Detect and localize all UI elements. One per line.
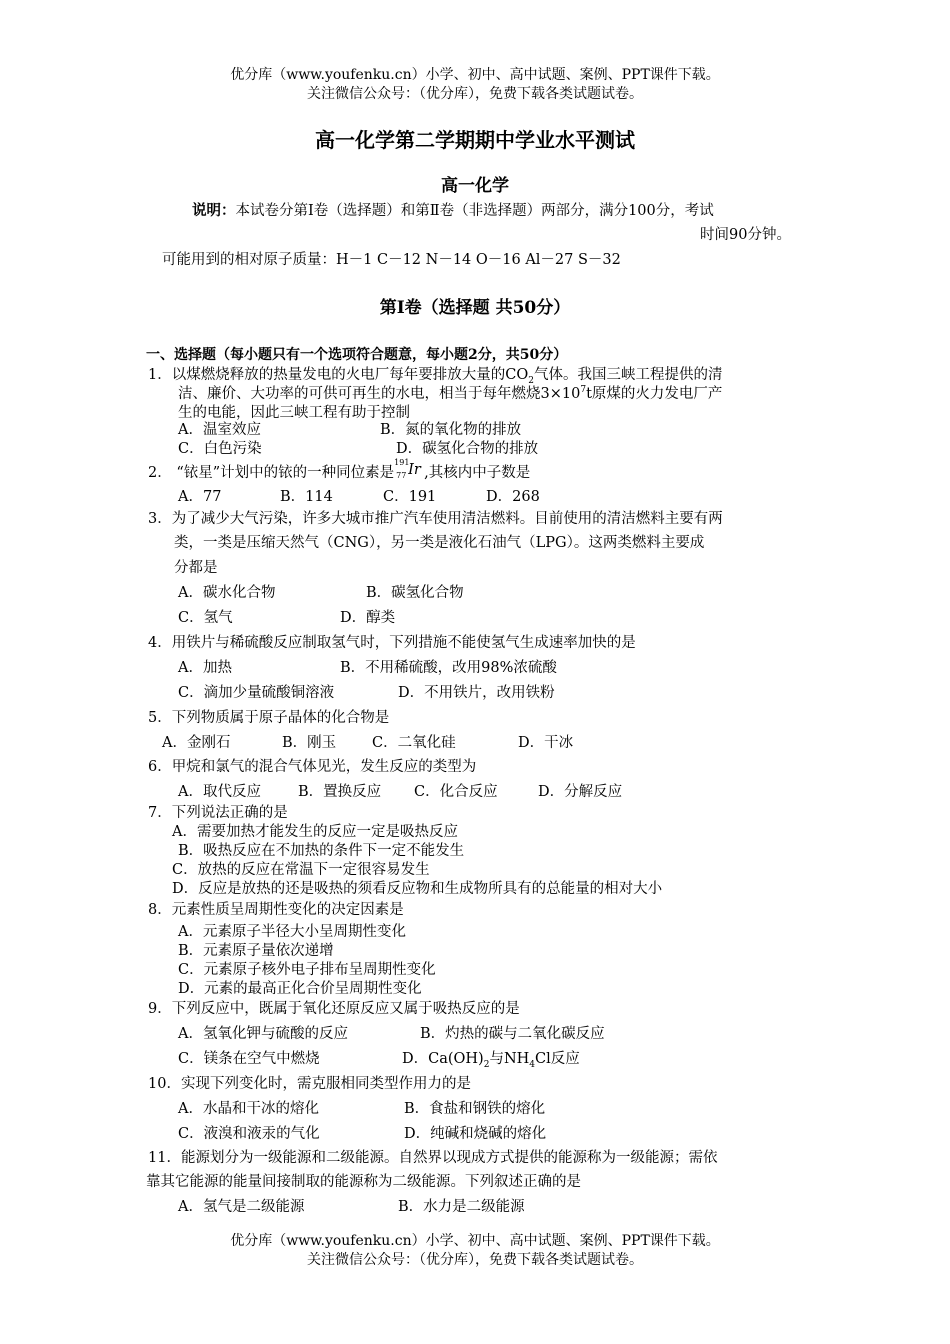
q8-option-d: D．元素的最高正化合价呈周期性变化: [178, 981, 422, 997]
q7-option-a: A．需要加热才能发生的反应一定是吸热反应: [172, 824, 458, 840]
q3-option-a: A．碳水化合物: [178, 585, 276, 601]
q5-option-d: D．干冰: [518, 735, 574, 751]
q2-option-c: C．191: [383, 489, 437, 505]
q3-option-d: D．醇类: [340, 610, 396, 626]
q5-option-c: C．二氧化硅: [372, 735, 456, 751]
page-footer-line1: 优分库（www.youfenku.cn）小学、初中、高中试题、案例、PPT课件下载。: [230, 1233, 720, 1249]
q7-option-d: D．反应是放热的还是吸热的须看反应物和生成物所具有的总能量的相对大小: [172, 881, 663, 897]
q6-option-c: C．化合反应: [414, 784, 498, 800]
q3-line-1: 3．为了减少大气污染，许多大城市推广汽车使用清洁燃料。目前使用的清洁燃料主要有两: [148, 511, 723, 527]
q4-stem: 4．用铁片与稀硫酸反应制取氢气时，下列措施不能使氢气生成速率加快的是: [148, 635, 636, 651]
q11-line-2: 靠其它能源的能量间接制取的能源称为二级能源。下列叙述正确的是: [146, 1174, 581, 1190]
q1-line-2: 洁、廉价、大功率的可供可再生的水电，相当于每年燃烧$3\times 10^7t$原煤的火力发电厂产: [178, 385, 723, 402]
q6-option-d: D．分解反应: [538, 784, 623, 800]
q11-option-a: A．氢气是二级能源: [178, 1199, 305, 1215]
q10-stem: 10．实现下列变化时，需克服相同类型作用力的是: [148, 1076, 471, 1092]
exam-note: [192, 199, 714, 220]
q9-option-c: C．镁条在空气中燃烧: [178, 1051, 320, 1067]
q1-option-b: B．氮的氧化物的排放: [380, 422, 522, 438]
q9-option-b: B．灼热的碳与二氧化碳反应: [420, 1026, 605, 1042]
q5-stem: 5．下列物质属于原子晶体的化合物是: [148, 710, 390, 726]
isotope-notation: 191 77 Ir: [394, 458, 421, 480]
q8-option-b: B．元素原子量依次递增: [178, 943, 334, 959]
q8-option-c: C．元素原子核外电子排布呈周期性变化: [178, 962, 436, 978]
q2-option-a: A．77: [178, 489, 222, 505]
q10-option-a: A．水晶和干冰的熔化: [178, 1101, 319, 1117]
q3-option-b: B．碳氢化合物: [366, 585, 464, 601]
q5-option-b: B．刚玉: [282, 735, 337, 751]
note-label: 说明：: [192, 202, 236, 219]
q6-option-b: B．置换反应: [298, 784, 382, 800]
q7-stem: 7．下列说法正确的是: [148, 805, 288, 821]
q10-option-b: B．食盐和钢铁的熔化: [404, 1101, 546, 1117]
page-title: 高一化学第二学期期中学业水平测试: [315, 128, 635, 152]
q1-option-c: C．白色污染: [178, 441, 262, 457]
q4-option-c: C．滴加少量硫酸铜溶液: [178, 685, 335, 701]
q4-option-d: D．不用铁片，改用铁粉: [398, 685, 555, 701]
q2-option-b: B．114: [280, 489, 333, 505]
q1-option-d: D．碳氢化合物的排放: [396, 441, 539, 457]
q3-line-2: 类，一类是压缩天然气（CNG），另一类是液化石油气（LPG）。这两类燃料主要成: [174, 535, 705, 551]
q4-option-b: B．不用稀硫酸，改用98%浓硫酸: [340, 660, 557, 676]
page-header-line2: 关注微信公众号：（优分库），免费下载各类试题试卷。: [307, 86, 643, 102]
q10-option-d: D．纯碱和烧碱的熔化: [404, 1126, 547, 1142]
atomic-masses: 可能用到的相对原子质量：H－1 C－12 N－14 O－16 Al－27 S－32: [162, 252, 621, 268]
q9-stem: 9．下列反应中，既属于氧化还原反应又属于吸热反应的是: [148, 1001, 520, 1017]
q8-stem: 8．元素性质呈周期性变化的决定因素是: [148, 902, 404, 918]
q7-option-c: C．放热的反应在常温下一定很容易发生: [172, 862, 430, 878]
q4-option-a: A．加热: [178, 660, 232, 676]
q8-option-a: A．元素原子半径大小呈周期性变化: [178, 924, 406, 940]
page-header-line1: 优分库（www.youfenku.cn）小学、初中、高中试题、案例、PPT课件下载。: [230, 67, 720, 83]
q7-option-b: B．吸热反应在不加热的条件下一定不能发生: [178, 843, 465, 859]
q2-stem: 2． “铱星”计划中的铱的一种同位素是 191 77 Ir ,其核内中子数是: [148, 458, 531, 481]
note-text-2: 时间90分钟。: [700, 227, 791, 243]
section1-title: 一、选择题（每小题只有一个选项符合题意，每小题2分，共50分）: [146, 347, 568, 363]
page-subtitle: 高一化学: [441, 176, 509, 196]
q10-option-c: C．液溴和液汞的气化: [178, 1126, 320, 1142]
page-footer-line2: 关注微信公众号：（优分库），免费下载各类试题试卷。: [307, 1252, 643, 1268]
q3-option-c: C．氢气: [178, 610, 233, 626]
q1-line-1: 1．以煤燃烧释放的热量发电的火电厂每年要排放大量的$CO_2$气体。我国三峡工程提供的清: [148, 367, 723, 386]
q1-line-3: 生的电能，因此三峡工程有助于控制: [178, 405, 410, 421]
q6-stem: 6．甲烷和氯气的混合气体见光，发生反应的类型为: [148, 759, 477, 775]
q9-option-d: D．$Ca(OH)_2$与$NH_4Cl$反应: [402, 1051, 580, 1070]
q9-option-a: A．氢氧化钾与硫酸的反应: [178, 1026, 348, 1042]
q11-line-1: 11．能源划分为一级能源和二级能源。自然界以现成方式提供的能源称为一级能源；需依: [148, 1150, 718, 1166]
q11-option-b: B．水力是二级能源: [398, 1199, 525, 1215]
part1-title: 第Ⅰ卷（选择题 共50分）: [379, 298, 571, 318]
q1-option-a: A．温室效应: [178, 422, 261, 438]
q3-line-3: 分都是: [174, 560, 218, 576]
q6-option-a: A．取代反应: [178, 784, 261, 800]
note-text-1: 本试卷分第Ⅰ卷（选择题）和第Ⅱ卷（非选择题）两部分，满分100分，考试: [235, 203, 714, 219]
q5-option-a: A．金刚石: [162, 735, 231, 751]
q2-option-d: D．268: [486, 489, 540, 505]
